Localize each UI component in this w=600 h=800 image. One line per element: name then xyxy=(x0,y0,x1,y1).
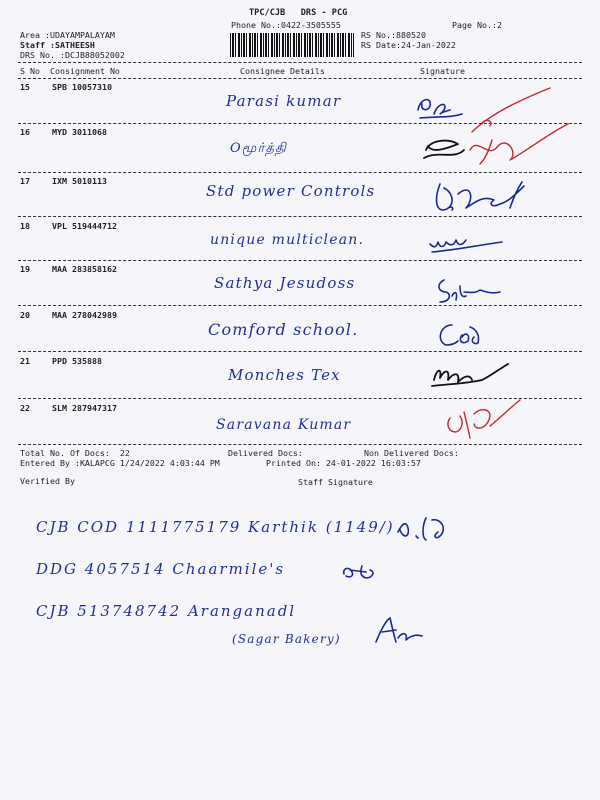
staff-signature-label: Staff Signature xyxy=(298,477,373,487)
handwritten-note: CJB COD 1111775179 Karthik (1149/) xyxy=(36,518,395,536)
handwritten-note-signature xyxy=(336,560,386,584)
signature-17 xyxy=(428,174,558,224)
phone-number: Phone No.:0422-3505555 xyxy=(231,20,341,30)
row-consignee: Oமூர்த்தி xyxy=(230,141,287,156)
signature-19 xyxy=(430,270,520,310)
delivered-docs: Delivered Docs: xyxy=(228,448,303,458)
row-consignee: Monches Tex xyxy=(228,366,341,384)
signature-20 xyxy=(432,315,512,355)
row-consignment: IXM 5010113 xyxy=(52,176,107,186)
row-sno: 22 xyxy=(20,403,30,413)
row-consignment: PPD 535888 xyxy=(52,356,102,366)
handwritten-note: (Sagar Bakery) xyxy=(232,632,341,646)
row-consignee: Comford school. xyxy=(208,320,359,339)
non-delivered-docs: Non Delivered Docs: xyxy=(364,448,459,458)
handwritten-note-signature xyxy=(392,510,472,546)
row-sno: 15 xyxy=(20,82,30,92)
staff-label: Staff :SATHEESH xyxy=(20,40,95,50)
area-label: Area :UDAYAMPALAYAM xyxy=(20,30,115,40)
header-divider xyxy=(18,62,582,63)
verified-by: Verified By xyxy=(20,476,75,486)
entered-by: Entered By :KALAPCG 1/24/2022 4:03:44 PM xyxy=(20,458,220,468)
page-number: Page No.:2 xyxy=(452,20,502,30)
column-signature: Signature xyxy=(420,66,465,76)
row-consignee: Saravana Kumar xyxy=(216,417,352,433)
signature-21 xyxy=(428,358,528,398)
handwritten-note-signature xyxy=(368,612,428,652)
row-consignee: Std power Controls xyxy=(206,182,376,200)
column-sno: S No xyxy=(20,66,40,76)
row-consignment: SPB 10057310 xyxy=(52,82,112,92)
row-sno: 16 xyxy=(20,127,30,137)
row-consignee: unique multiclean. xyxy=(210,232,365,248)
signature-18 xyxy=(426,230,516,260)
row-consignment: MAA 283858162 xyxy=(52,264,117,274)
rs-date: RS Date:24-Jan-2022 xyxy=(361,40,456,50)
column-consignee: Consignee Details xyxy=(240,66,325,76)
column-consignment: Consignment No xyxy=(50,66,120,76)
row-consignment: MYD 3011068 xyxy=(52,127,107,137)
barcode xyxy=(230,33,354,57)
row-divider xyxy=(18,260,582,261)
row-consignee: Sathya Jesudoss xyxy=(214,274,356,292)
row-sno: 19 xyxy=(20,264,30,274)
row-sno: 18 xyxy=(20,221,30,231)
row-consignment: SLM 287947317 xyxy=(52,403,117,413)
sheet-title: TPC/CJB DRS - PCG xyxy=(249,8,348,18)
row-sno: 21 xyxy=(20,356,30,366)
row-sno: 17 xyxy=(20,176,30,186)
handwritten-note: CJB 513748742 Aranganadl xyxy=(36,602,297,620)
printed-on: Printed On: 24-01-2022 16:03:57 xyxy=(266,458,421,468)
drs-number: DRS No. :DCJB88052002 xyxy=(20,50,125,60)
column-divider xyxy=(18,78,582,79)
total-docs: Total No. Of Docs: 22 xyxy=(20,448,130,458)
row-consignment: MAA 278042989 xyxy=(52,310,117,320)
signature-22 xyxy=(440,398,530,448)
row-sno: 20 xyxy=(20,310,30,320)
handwritten-note: DDG 4057514 Chaarmile's xyxy=(36,560,286,578)
row-consignment: VPL 519444712 xyxy=(52,221,117,231)
row-consignee: Parasi kumar xyxy=(226,92,342,110)
signature-16 xyxy=(418,120,578,180)
rs-number: RS No.:880520 xyxy=(361,30,426,40)
